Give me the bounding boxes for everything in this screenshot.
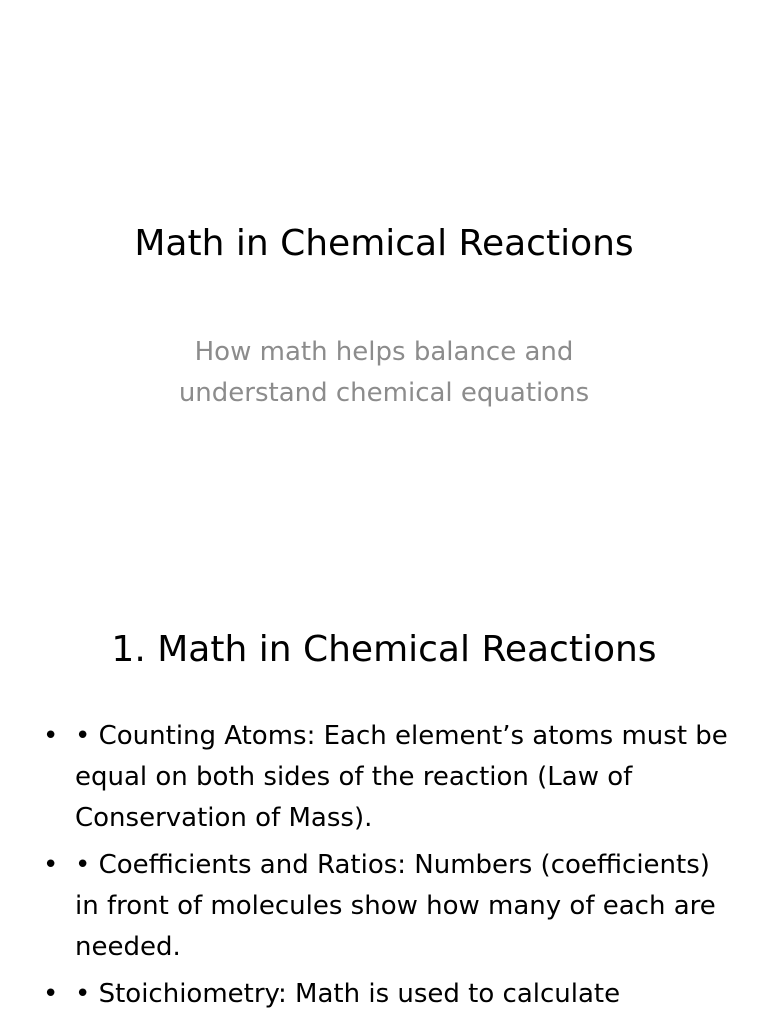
bullet-item-counting-atoms <box>0 716 768 839</box>
bullet-item-stoichiometry <box>0 974 768 1015</box>
bullet-marker: • <box>43 979 59 1009</box>
bullet-text: • Counting Atoms: Each element’s atoms must be equal on both sides of the reaction (Law of Conservation of Mass). <box>75 721 728 833</box>
subtitle-line-1: How math helps balance and <box>194 337 574 367</box>
bullet-text: • Coefficients and Ratios: Numbers (coefficients) in front of molecules show how many of each are needed. <box>75 850 716 962</box>
bullet-text: • Stoichiometry: Math is used to calculate <box>75 979 621 1009</box>
bullet-list <box>0 716 768 1021</box>
bullet-item-coefficients <box>0 845 768 968</box>
section-title: 1. Math in Chemical Reactions <box>111 629 657 670</box>
slide-title: Math in Chemical Reactions <box>134 223 634 264</box>
bullet-marker: • <box>43 850 59 880</box>
subtitle-line-2: understand chemical equations <box>178 378 590 408</box>
bullet-marker: • <box>43 721 59 751</box>
